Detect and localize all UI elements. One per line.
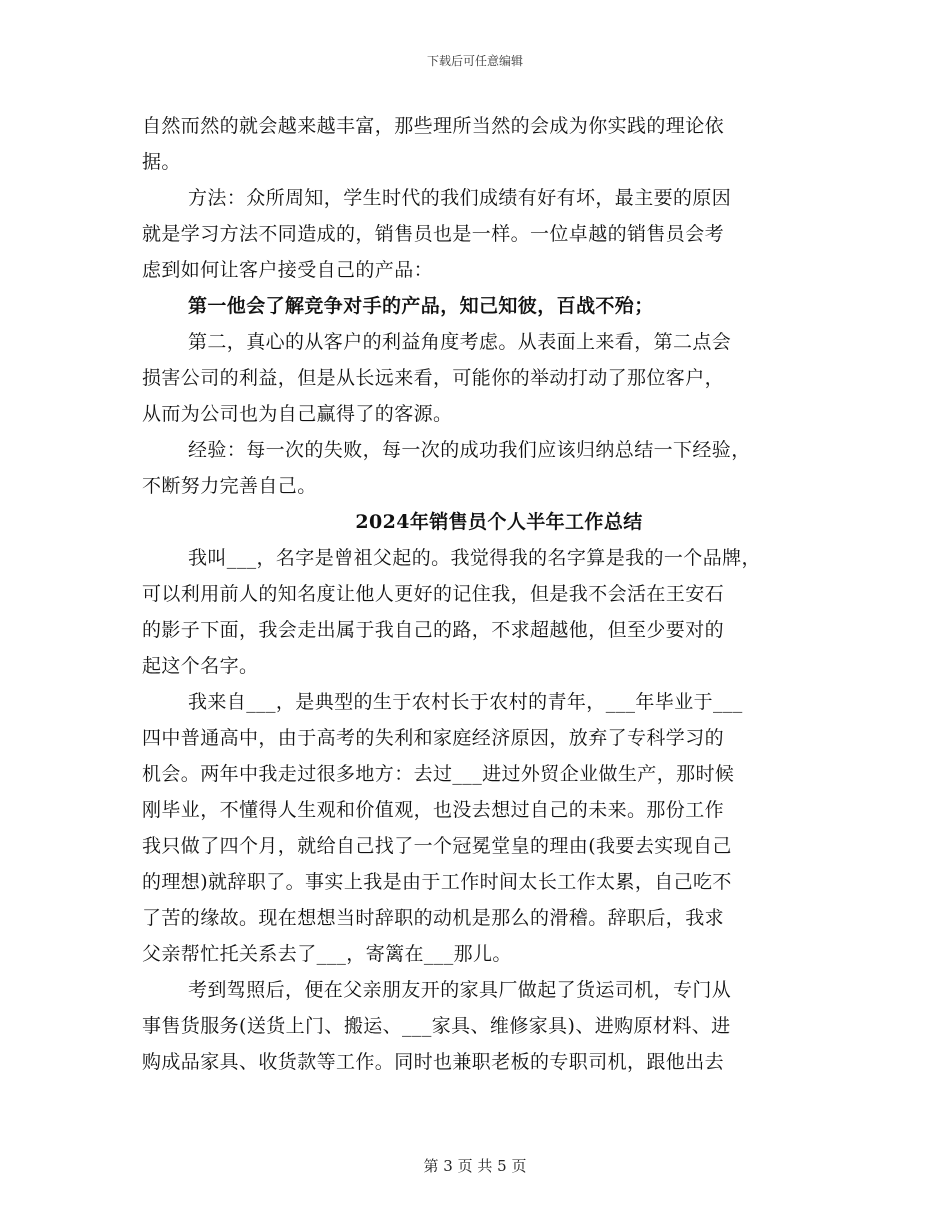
bold-paragraph-line: 第一他会了解竞争对手的产品，知己知彼，百战不殆； [188,295,654,317]
paragraph-line: 损害公司的利益，但是从长远来看，可能你的举动打动了那位客户， [142,367,725,389]
paragraph-line: 就是学习方法不同造成的，销售员也是一样。一位卓越的销售员会考 [142,223,725,245]
paragraph-line: 从而为公司也为自己赢得了的客源。 [142,403,453,425]
paragraph-line: 了苦的缘故。现在想想当时辞职的动机是那么的滑稽。辞职后，我求 [142,907,725,929]
section-title: 2024年销售员个人半年工作总结 [355,511,643,533]
paragraph-line: 我只做了四个月，就给自己找了一个冠冕堂皇的理由(我要去实现自己 [142,835,732,857]
paragraph-line: 据。 [142,151,181,173]
paragraph-line: 事售货服务(送货上门、搬运、___家具、维修家具)、进购原材料、进 [142,1015,731,1037]
paragraph-line: 父亲帮忙托关系去了___，寄篱在___那儿。 [142,943,512,965]
paragraph-line: 四中普通高中，由于高考的失利和家庭经济原因，放弃了专科学习的 [142,727,725,749]
paragraph-line: 不断努力完善自己。 [142,475,317,497]
paragraph-line: 第二，真心的从客户的利益角度考虑。从表面上来看，第二点会 [188,331,732,353]
paragraph-line: 起这个名字。 [142,655,259,677]
page-number-footer: 第 3 页 共 5 页 [423,1157,527,1175]
paragraph-line: 可以利用前人的知名度让他人更好的记住我，但是我不会活在王安石 [142,583,725,605]
paragraph-line: 虑到如何让客户接受自己的产品： [142,259,434,281]
paragraph-line: 自然而然的就会越来越丰富，那些理所当然的会成为你实践的理论依 [142,115,725,137]
paragraph-line: 的影子下面，我会走出属于我自己的路，不求超越他，但至少要对的 [142,619,725,641]
paragraph-line: 考到驾照后，便在父亲朋友开的家具厂做起了货运司机，专门从 [188,979,732,1001]
paragraph-line: 刚毕业，不懂得人生观和价值观，也没去想过自己的未来。那份工作 [142,799,725,821]
document-body [142,108,822,1080]
paragraph-line: 的理想)就辞职了。事实上我是由于工作时间太长工作太累，自己吃不 [142,871,732,893]
paragraph-line: 我来自___，是典型的生于农村长于农村的青年，___年毕业于___ [188,691,743,713]
paragraph-line: 我叫___，名字是曾祖父起的。我觉得我的名字算是我的一个品牌， [188,547,761,569]
paragraph-line: 方法：众所周知，学生时代的我们成绩有好有坏，最主要的原因 [188,187,732,209]
paragraph-line: 购成品家具、收货款等工作。同时也兼职老板的专职司机，跟他出去 [142,1051,725,1073]
page-header-note: 下载后可任意编辑 [426,54,523,68]
paragraph-line: 机会。两年中我走过很多地方：去过___进过外贸企业做生产，那时候 [142,763,735,785]
paragraph-line: 经验：每一次的失败，每一次的成功我们应该归纳总结一下经验， [188,439,751,461]
